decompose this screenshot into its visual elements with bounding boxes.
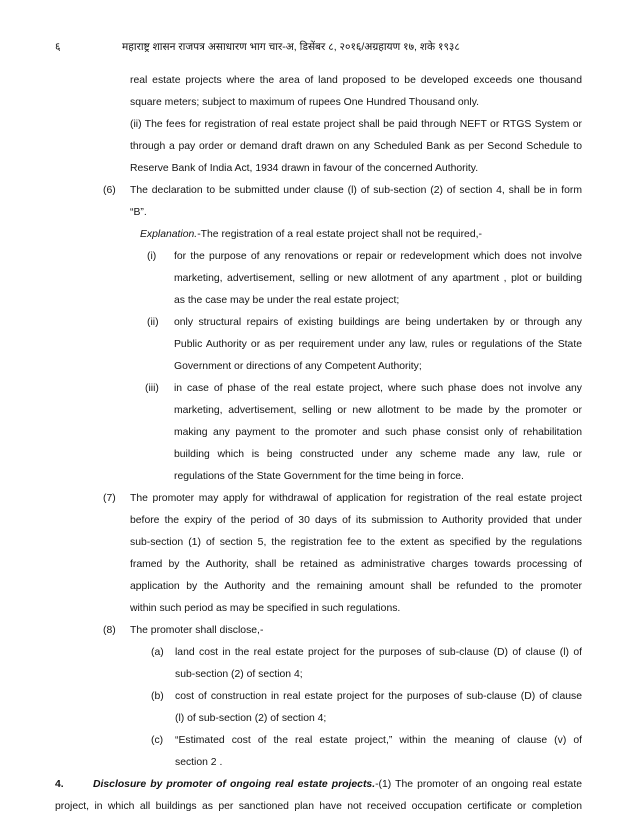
explanation-item-line: in case of phase of the real estate project, where such phase does not involve any [174, 383, 582, 394]
clause-8-item-line: sub-section (2) of section 4; [175, 669, 303, 680]
explanation-label: Explanation. [140, 229, 198, 240]
page-number: ६ [55, 41, 61, 53]
clause-6-line: The declaration to be submitted under clause (l) of sub-section (2) of section 4, shall be in form [130, 185, 582, 196]
rule-4-line: project, in which all buildings as per sanctioned plan have not received occupation certificate or completion [55, 801, 582, 812]
rule-4-text: -(1) The promoter of an ongoing real estate [375, 779, 582, 790]
intro-line: Reserve Bank of India Act, 1934 drawn in favour of the concerned Authority. [130, 163, 479, 174]
intro-line: real estate projects where the area of land proposed to be developed exceeds one thousand [130, 75, 582, 86]
rule-4-heading: Disclosure by promoter of ongoing real estate projects. [93, 779, 376, 790]
explanation-item-line: marketing, advertisement, selling or new allotment to be made by the promoter or [174, 405, 582, 416]
clause-7-line: before the expiry of the period of 30 days of its submission to Authority provided that under [130, 515, 582, 526]
explanation-item-line: marketing, advertisement, selling or new allotment of any apartment , plot or building [174, 273, 582, 284]
clause-7-line: The promoter may apply for withdrawal of application for registration of the real estate project [130, 493, 582, 504]
clause-8-item-line: section 2 . [175, 757, 223, 768]
gazette-header-title: महाराष्ट्र शासन राजपत्र असाधारण भाग चार-अ, डिसेंबर ८, २०१६/अग्रहायण १७, शके १९३८ [122, 41, 460, 53]
explanation-item-label: (iii) [145, 383, 159, 394]
explanation-item-line: Government or directions of any Competent Authority; [174, 361, 422, 372]
clause-7-label: (7) [103, 493, 116, 504]
clause-8-label: (8) [103, 625, 116, 636]
intro-line: through a pay order or demand draft drawn on any Scheduled Bank as per Second Schedule to [130, 141, 582, 152]
rule-4-line [93, 778, 582, 792]
explanation [140, 228, 590, 242]
explanation-item-line: making any payment to the promoter and such phase consist only of rehabilitation [174, 427, 582, 438]
clause-8-item-line: cost of construction in real estate project for the purposes of sub-clause (D) of clause [175, 691, 582, 702]
clause-8-item-label: (a) [151, 647, 164, 658]
clause-8-item-label: (b) [151, 691, 164, 702]
clause-7-line: sub-section (1) of section 5, the registration fee to the extent as specified by the regulations [130, 537, 582, 548]
clause-8-lead: The promoter shall disclose,- [130, 625, 264, 636]
clause-7-line: within such period as may be specified in such regulations. [130, 603, 401, 614]
clause-6-line: “B”. [130, 207, 147, 218]
explanation-item-line: as the case may be under the real estate project; [174, 295, 400, 306]
intro-line: (ii) The fees for registration of real estate project shall be paid through NEFT or RTGS System or [130, 119, 582, 130]
clause-7-line: framed by the Authority, shall be retained as administrative charges towards processing of [130, 559, 582, 570]
explanation-item-label: (i) [147, 251, 157, 262]
explanation-item-line: Public Authority or as per requirement under any law, rules or regulations of the State [174, 339, 582, 350]
explanation-item-line: building which is being constructed under any scheme made any law, rule or [174, 449, 582, 460]
explanation-text: -The registration of a real estate project shall not be required,- [197, 229, 482, 240]
explanation-item-line: regulations of the State Government for the time being in force. [174, 471, 464, 482]
clause-8-item-line: (l) of sub-section (2) of section 4; [175, 713, 327, 724]
intro-line: square meters; subject to maximum of rupees One Hundred Thousand only. [130, 97, 480, 108]
clause-8-item-line: “Estimated cost of the real estate project,” within the meaning of clause (v) of [175, 735, 582, 746]
explanation-item-label: (ii) [147, 317, 159, 328]
explanation-item-line: for the purpose of any renovations or repair or redevelopment which does not involve [174, 251, 582, 262]
clause-8-item-label: (c) [151, 735, 164, 746]
clause-8-item-line: land cost in the real estate project for the purposes of sub-clause (D) of clause (l) of [175, 647, 582, 658]
clause-6-label: (6) [103, 185, 116, 196]
clause-7-line: application by the Authority and the remaining amount shall be refunded to the promoter [130, 581, 582, 592]
explanation-item-line: only structural repairs of existing buildings are being undertaken by or through any [174, 317, 582, 328]
rule-4-number: 4. [55, 779, 64, 790]
